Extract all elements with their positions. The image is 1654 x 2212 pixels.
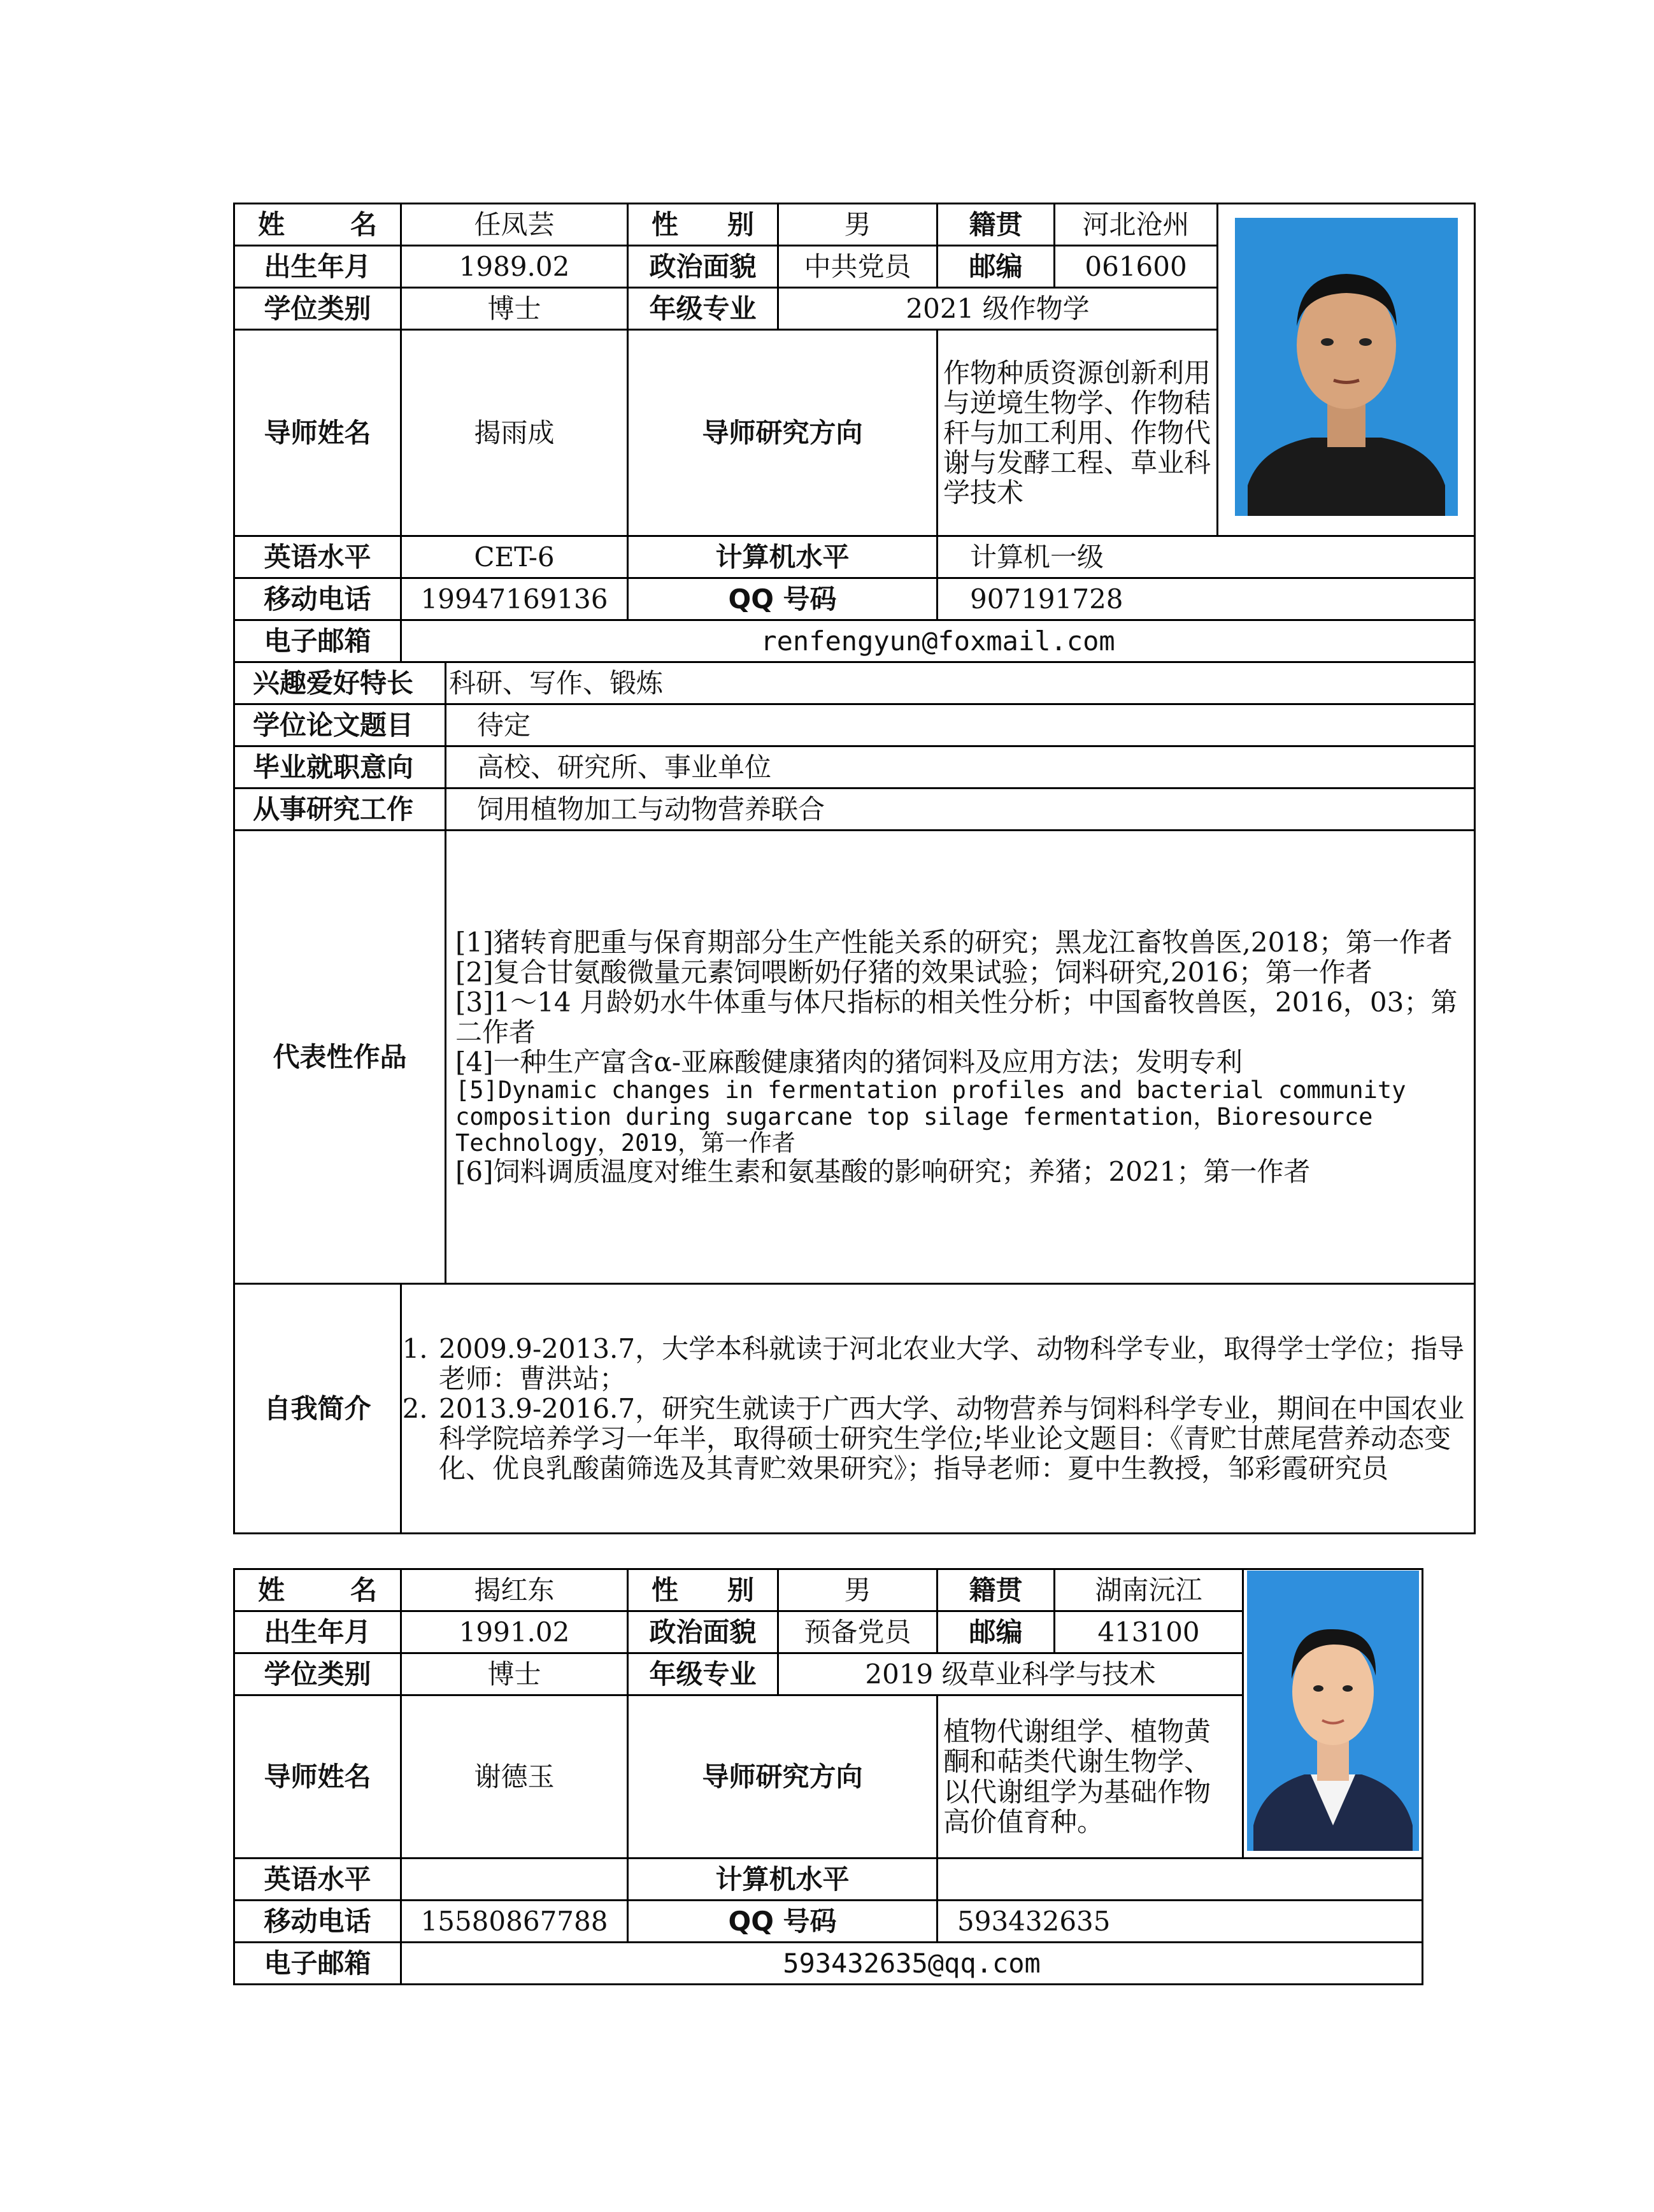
label-career: 毕业就职意向: [234, 746, 446, 788]
resume-table-2: [233, 1568, 1423, 1985]
value-qq: 593432635: [938, 1901, 1423, 1943]
label-degree: 学位类别: [234, 1653, 401, 1695]
value-degree: 博士: [401, 288, 628, 330]
label-email: 电子邮箱: [234, 1943, 401, 1985]
label-email: 电子邮箱: [234, 620, 401, 662]
value-grade-major: 2019 级草业科学与技术: [778, 1653, 1243, 1695]
label-postcode: 邮编: [938, 246, 1055, 288]
label-qq: QQ 号码: [628, 578, 938, 620]
label-grade-major: 年级专业: [628, 288, 778, 330]
label-advisor-direction: 导师研究方向: [628, 330, 938, 536]
value-degree: 博士: [401, 1653, 628, 1695]
work-item: [4]一种生产富含α-亚麻酸健康猪肉的猪饲料及应用方法；发明专利: [455, 1046, 1243, 1078]
portrait-photo: [1235, 218, 1458, 516]
intro-list: [401, 1284, 1475, 1534]
value-mobile: 15580867788: [401, 1901, 628, 1943]
work-item: [2]复合甘氨酸微量元素饲喂断奶仔猪的效果试验；饲料研究,2016；第一作者: [455, 957, 1372, 988]
value-gender: 男: [778, 1569, 938, 1611]
photo-cell: [1218, 204, 1475, 536]
resume-table-1: [233, 203, 1476, 1534]
label-mobile: 移动电话: [234, 1901, 401, 1943]
value-politics: 预备党员: [778, 1611, 938, 1653]
value-hometown: 湖南沅江: [1055, 1569, 1243, 1611]
label-politics: 政治面貌: [628, 1611, 778, 1653]
label-grade-major: 年级专业: [628, 1653, 778, 1695]
label-thesis: 学位论文题目: [234, 704, 446, 746]
work-item: [6]饲料调质温度对维生素和氨基酸的影响研究；养猪；2021；第一作者: [455, 1155, 1311, 1187]
intro-item: 1. 2009.9-2013.7，大学本科就读于河北农业大学、动物科学专业，取得学士学位；指导老师：曹洪站；: [436, 1334, 1467, 1394]
value-postcode: 061600: [1055, 246, 1218, 288]
value-gender: 男: [778, 204, 938, 246]
label-degree: 学位类别: [234, 288, 401, 330]
value-birth: 1989.02: [401, 246, 628, 288]
value-politics: 中共党员: [778, 246, 938, 288]
value-computer: [938, 1859, 1423, 1901]
value-english: CET-6: [401, 536, 628, 578]
value-research: 饲用植物加工与动物营养联合: [446, 788, 1475, 831]
label-birth: 出生年月: [234, 1611, 401, 1653]
value-english: [401, 1859, 628, 1901]
label-computer: 计算机水平: [628, 1859, 938, 1901]
value-hobbies: 科研、写作、锻炼: [446, 662, 1475, 704]
value-grade-major: 2021 级作物学: [778, 288, 1218, 330]
label-gender: 性 别: [628, 1569, 778, 1611]
value-email: 593432635@qq.com: [401, 1943, 1423, 1985]
value-mobile: 19947169136: [401, 578, 628, 620]
value-computer: 计算机一级: [938, 536, 1475, 578]
value-birth: 1991.02: [401, 1611, 628, 1653]
value-name: 揭红东: [401, 1569, 628, 1611]
label-advisor: 导师姓名: [234, 1695, 401, 1859]
work-item: [1]猪转育肥重与保育期部分生产性能关系的研究；黑龙江畜牧兽医,2018；第一作者: [455, 927, 1453, 959]
label-name: 姓 名: [234, 204, 401, 246]
value-thesis: 待定: [446, 704, 1475, 746]
portrait-photo: [1247, 1571, 1419, 1851]
label-politics: 政治面貌: [628, 246, 778, 288]
label-gender: 性 别: [628, 204, 778, 246]
label-computer: 计算机水平: [628, 536, 938, 578]
label-works: 代表性作品: [234, 831, 446, 1284]
label-postcode: 邮编: [938, 1611, 1055, 1653]
label-hobbies: 兴趣爱好特长: [234, 662, 446, 704]
value-advisor: 谢德玉: [401, 1695, 628, 1859]
value-advisor-direction: 植物代谢组学、植物黄酮和萜类代谢生物学、以代谢组学为基础作物高价值育种。: [938, 1695, 1243, 1859]
value-qq: 907191728: [938, 578, 1475, 620]
work-item: [5]Dynamic changes in fermentation profiles and bacterial community composition during sugarcane top silage fermentation，Bioresource Technology，2019，第一作者: [455, 1076, 1406, 1157]
value-postcode: 413100: [1055, 1611, 1243, 1653]
label-birth: 出生年月: [234, 246, 401, 288]
label-hometown: 籍贯: [938, 204, 1055, 246]
value-career: 高校、研究所、事业单位: [446, 746, 1475, 788]
value-hometown: 河北沧州: [1055, 204, 1218, 246]
value-advisor: 揭雨成: [401, 330, 628, 536]
label-english: 英语水平: [234, 536, 401, 578]
label-mobile: 移动电话: [234, 578, 401, 620]
value-advisor-direction: 作物种质资源创新利用与逆境生物学、作物秸秆与加工利用、作物代谢与发酵工程、草业科学技术: [938, 330, 1218, 536]
intro-item: 2. 2013.9-2016.7，研究生就读于广西大学、动物营养与饲料科学专业，期间在中国农业科学院培养学习一年半，取得硕士研究生学位;毕业论文题目：《青贮甘蔗尾营养动态变化、优良乳酸菌筛选及其青贮效果研究》；指导老师：夏中生教授，邹彩霞研究员: [436, 1394, 1467, 1483]
value-email: renfengyun@foxmail.com: [401, 620, 1475, 662]
photo-cell: [1243, 1569, 1423, 1859]
label-name: 姓 名: [234, 1569, 401, 1611]
label-english: 英语水平: [234, 1859, 401, 1901]
label-advisor-direction: 导师研究方向: [628, 1695, 938, 1859]
label-hometown: 籍贯: [938, 1569, 1055, 1611]
work-item: [3]1～14 月龄奶水牛体重与体尺指标的相关性分析；中国畜牧兽医，2016，03；第二作者: [455, 987, 1458, 1048]
label-advisor: 导师姓名: [234, 330, 401, 536]
label-intro: 自我简介: [234, 1284, 401, 1534]
label-research: 从事研究工作: [234, 788, 446, 831]
works-list: [446, 831, 1475, 1284]
value-name: 任凤芸: [401, 204, 628, 246]
label-qq: QQ 号码: [628, 1901, 938, 1943]
